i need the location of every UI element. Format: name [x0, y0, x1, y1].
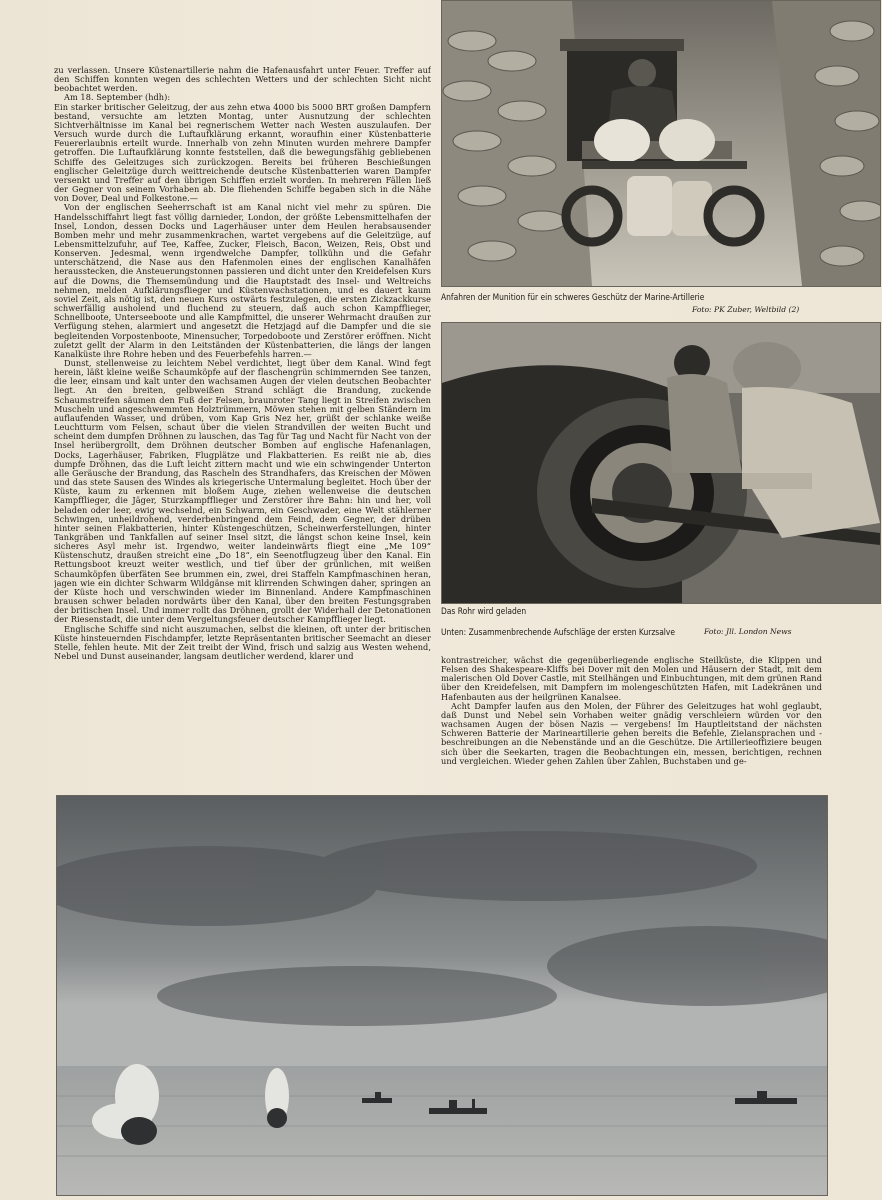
- photo-loading-barrel: [441, 322, 881, 604]
- paragraph: Dunst, stellenweise zu leichtem Nebel verdichtet, liegt über dem Kanal. Wind fegt herein, läßt kleine weiße Schaumköpfe auf der flaschengrün schimmernden See tanzen, die leer, einsam und kalt unter den wachsamen Augen der vielen deutschen Beobachter liegt. An den breiten, gelbweißen Strand schlägt die Brandung, zuckende Schaumstreifen säumen den Fuß der Felsen, braunroter Tang liegt in Streifen zwischen Muscheln und angeschwemmten Holztrümmern, Möwen stehen mit gelben Ständern im auflaufenden Wasser, und drüben, vom Kap Gris Nez her, grüßt der schlanke weiße Leuchtturm vom Felsen, schaut über die vielen Strandvillen der weiten Bucht und scheint dem dumpfen Dröhnen zu lauschen, das Tag für Tag und Nacht für Nacht von der Insel herübergrollt, dem Dröhnen deutscher Bomben auf englische Hafenanlagen, Docks, Lagerhäuser, Fabriken, Flugplätze und Flakbatterien. Es reißt nie ab, dies dumpfe Dröhnen, das die Luft leicht zittern macht und wie ein schwingender Unterton alle Geräusche der Brandung, das Rascheln des Strandhafers, das Kreischen der Möwen und das stete Sausen des Windes als kriegerische Untermalung begleitet. Hoch über der Küste, kaum zu erkennen mit bloßem Auge, ziehen wellenweise die deutschen Kampfflieger, die Jäger, Sturzkampfflieger und Zerstörer ihre Bahn: hin und her, voll beladen oder leer, ewig wechselnd, ein Schwarm, ein Geschwader, eine Welt stählerner Schwingen, unheildrohend, verderbenbringend dem Feind, dem Gegner, der drüben hinter seinen Flakbatterien, hinter Küstengeschützen, Scheinwerferstellungen, hinter Tankgräben und Tankfallen auf seiner Insel sitzt, die längst schon keine Insel, kein sicheres Asyl mehr ist. Irgendwo, weiter landeinwärts fliegt eine „Me 109“ Küstenschutz, draußen streicht eine „Do 18“, ein Seenotflugzeug über den Kanal. Ein Rettungsboot kreuzt weiter westlich, und tief über der grünlichen, mit weißen Schaumköpfen überfäten See brummen ein, zwei, drei Staffeln Kampfmaschinen heran, jagen wie ein dichter Schwarm Wildgänse mit klirrenden Schwingen daher, springen an der Küste hoch und verschwinden wieder im Binnenland. Andere Kampfmaschinen brausen schwer beladen nordwärts über den Kanal, über den breiten Festungsgraben der britischen Insel. Und immer rollt das Dröhnen, grollt der Widerhall der Detonationen der Riesenstadt, die unter dem Vergeltungsfeuer deutscher Kampfflieger liegt.: [54, 358, 431, 625]
- paragraph: zu verlassen. Unsere Küstenartillerie nahm die Hafenausfahrt unter Feuer. Treffer auf den Schiffen konnten wegen des schlechten Wetters und der schlechten Sicht nicht beobachtet werden.: [54, 66, 431, 94]
- left-text-column: [54, 66, 431, 789]
- caption-bottom-photo: Unten: Zusammenbrechende Aufschläge der ersten Kurzsalve: [441, 627, 676, 637]
- paragraph: Acht Dampfer laufen aus den Molen, der Führer des Geleitzuges hat wohl geglaubt, daß Dunst und Nebel sein Vorhaben weiter gnädig verschleiern würden vor den wachsamen Augen der bösen Nazis — vergebens! Im Hauptleitstand der nächsten Schweren Batterie der Marineartillerie gehen bereits die Befehle, Zielansprachen und -beschreibungen an die Nebenstände und an die Geschütze. Die Artillerieoffiziere beugen sich über die Seekarten, tragen die Beobachtungen ein, messen, berichtigen, rechnen und vergleichen. Wieder gehen Zahlen über Zahlen, Buchstaben und ge-: [441, 700, 822, 766]
- paragraph: Ein starker britischer Geleitzug, der aus zehn etwa 4000 bis 5000 BRT großen Dampfern bestand, versuchte am letzten Montag, unter Ausnutzung der schlechten Sichtverhältnisse im Kanal bei regnerischem Wetter nach Westen auszulaufen. Der Versuch wurde durch die Luftaufklärung erkannt, woraufhin einer Küstenbatterie Feuererlaubnis erteilt wurde. Innerhalb von zehn Minuten wurden mehrere Dampfer getroffen. Die Luftaufklärung konnte feststellen, daß die bewegungsfähig gebliebenen Schiffe des Geleitzuges sich zurückzogen. Bereits bei früheren Beschießungen englischer Geleitzüge durch weittreichende deutsche Küstenbatterien waren Dampfer versenkt und Treffer auf den übrigen Schiffen erzielt worden. In mehreren Fällen ließ der Gegner von seinem Vorhaben ab. Die fliehenden Schiffe begaben sich in die Nähe von Dover, Deal und Folkestone.—: [54, 101, 431, 204]
- paragraph: kontrastreicher, wächst die gegenüberliegende englische Steilküste, die Klippen und Felsen des Shakespeare-Kliffs bei Dover mit den Molen und Häusern der Stadt, mit dem malerischen Old Dover Castle, mit Steilhängen und Einbuchtungen, mit dem grünen Rand über den Kreidefelsen, mit Dampfern im molengeschützten Hafen, mit Ladekränen und Hafenbauten aus der heilgrünen Kanalsee.: [441, 656, 822, 702]
- right-text-column: [441, 656, 822, 790]
- photo-shell-impacts-sea: [56, 795, 828, 1196]
- paragraph: Am 18. September (hdh):: [64, 92, 171, 103]
- caption-middle-photo: Das Rohr wird geladen: [441, 606, 527, 616]
- photo-ammunition-transport: [441, 0, 881, 287]
- credit-top-photo: Foto: PK Zuber, Weltbild (2): [692, 305, 800, 314]
- credit-bottom-photo: Foto: Jll. London News: [704, 627, 792, 636]
- paragraph: Englische Schiffe sind nicht auszumachen, selbst die kleinen, oft unter der britischen Küste hinsteuernden Fischdampfer, letzte Repräsentanten britischer Seemacht an dieser Stelle, fehlen heute. Mit der Zeit treibt der Wind, frisch und salzig aus Westen wehend, Nebel und Dunst auseinander, langsam deutlicher werdend, klarer und: [54, 623, 431, 661]
- paragraph: Von der englischen Seeherrschaft ist am Kanal nicht viel mehr zu spüren. Die Handelsschiffahrt liegt fast völlig darnieder, London, der größte Lebensmittelhafen der Insel, London, dessen Docks und Lagerhäuser unter dem Heulen herabsausender Bomben mehr und mehr zusammenkrachen, wartet vergebens auf die Geleitzüge, auf Lebensmittelzufuhr, auf Tee, Kaffee, Zucker, Fleisch, Bacon, Weizen, Reis, Obst und Konserven. Jedesmal, wenn irgendwelche Dampfer, tollkühn und die Gefahr unterschätzend, die Nase aus den Hafenmolen eines der englischen Kanalhäfen herausstecken, die Ansteuerungstonnen passieren und dicht unter den Kreidefelsen Kurs auf die Downs, die Themsemündung und die Hauptstadt des Insel- und Weltreichs nehmen, melden Aufklärungsflieger und Küstenwachstationen, und es dauert kaum soviel Zeit, als nötig ist, den neuen Kurs ostwärts festzulegen, die ersten Zickzackkurse schwerfällig ausholend und fluchend zu steuern, daß auch schon Kampfflieger, Schnellboote, Unterseeboote und alle Kampfmittel, die unserer Wehrmacht draußen zur Verfügung stehen, alarmiert und angesetzt die Hetzjagd auf die Dampfer und die sie begleitenden Vorpostenboote, Minensucher, Torpedoboote und Zerstörer eröffnen. Nicht zuletzt gellt der Alarm in den Leitständen der Küstenbatterien, die längs der langen Kanalküste ihre Rohre heben und des Feuerbefehls harren.—: [54, 202, 431, 359]
- caption-top-photo: Anfahren der Munition für ein schweres Geschütz der Marine-Artillerie: [441, 292, 705, 302]
